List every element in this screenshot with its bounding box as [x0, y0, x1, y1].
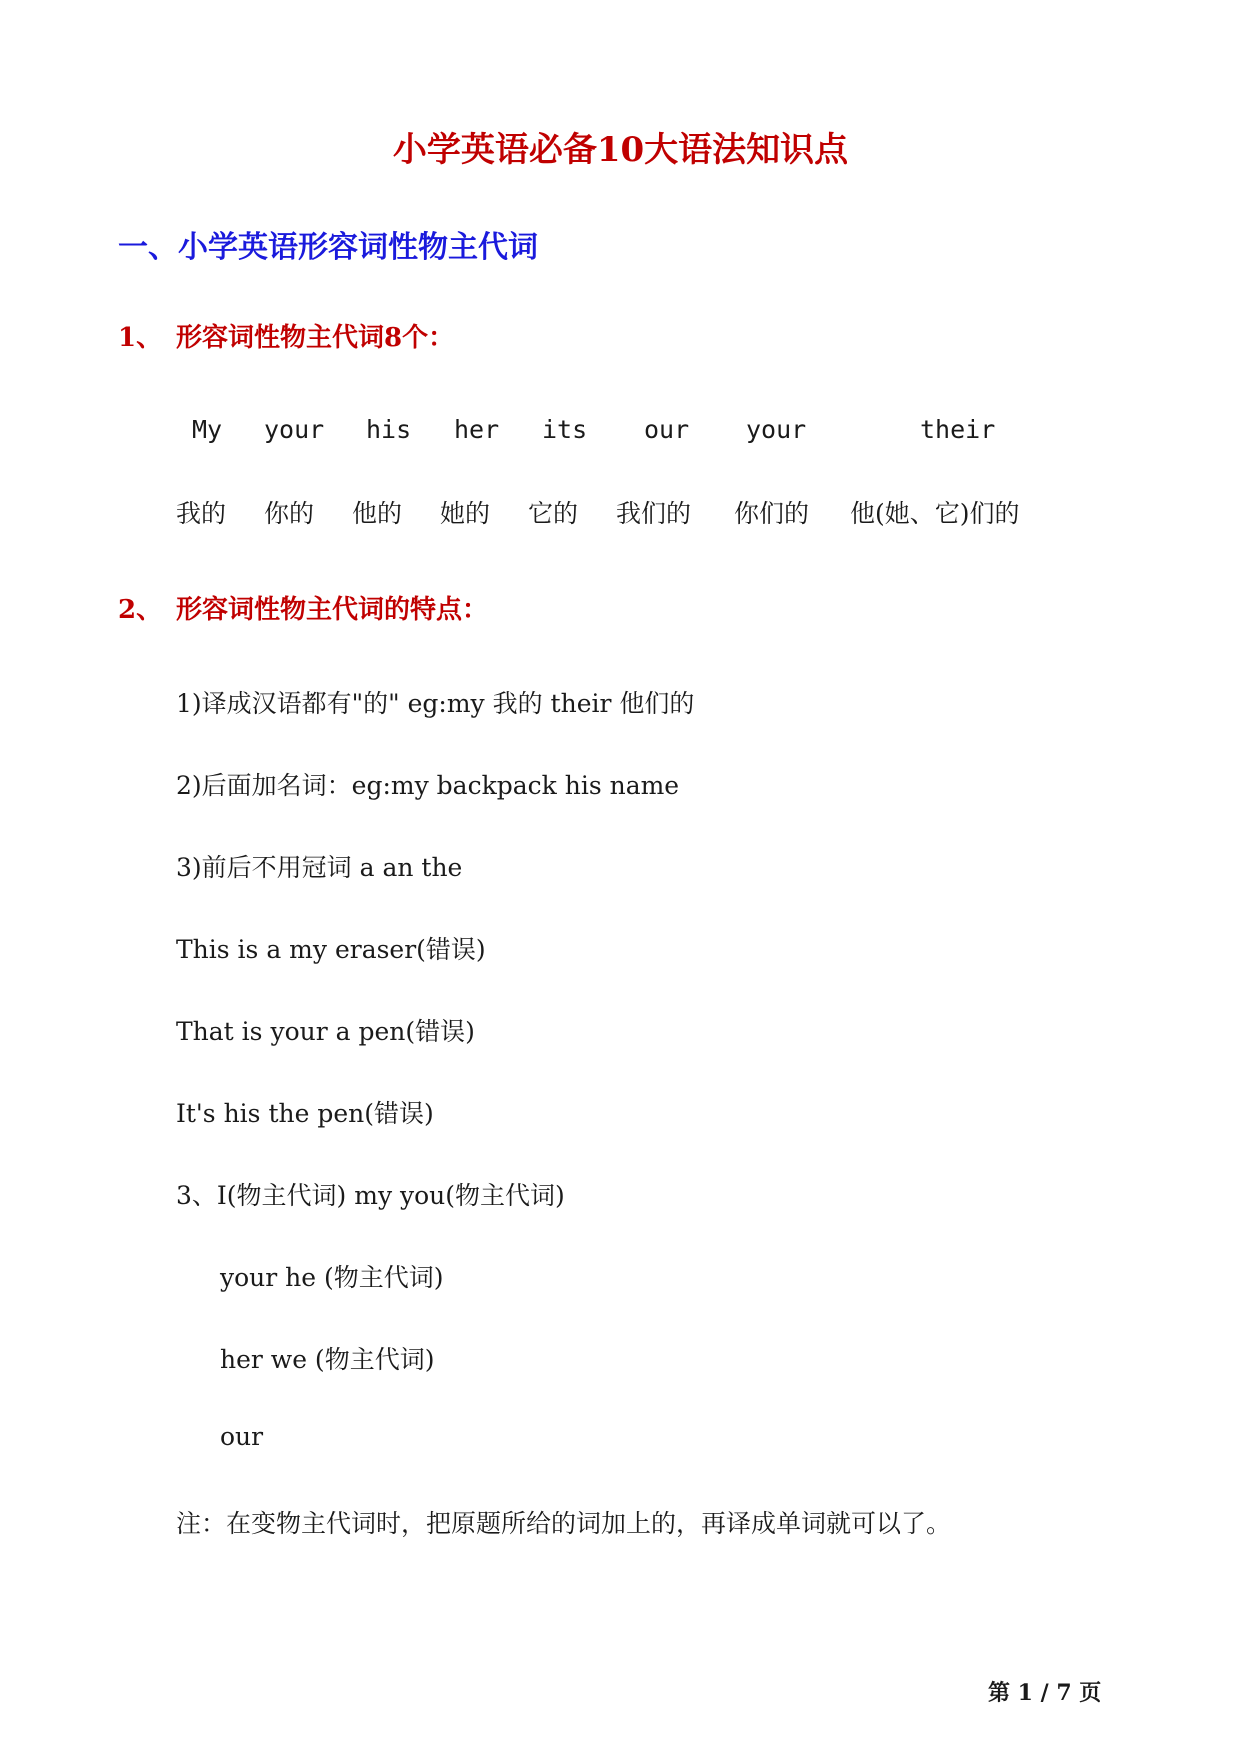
body-line: her we (物主代词): [220, 1345, 435, 1374]
body-line: 3、I(物主代词) my you(物主代词): [176, 1181, 565, 1210]
body-line: 2)后面加名词：eg:my backpack his name: [176, 771, 680, 800]
pronoun-zh: 我们的: [616, 499, 692, 528]
body-line: our: [220, 1422, 264, 1451]
body-line: 3)前后不用冠词 a an the: [176, 853, 463, 882]
pronoun-zh: 她的: [440, 499, 491, 528]
body-line: That is your a pen(错误): [176, 1017, 475, 1046]
body-line: 1)译成汉语都有"的" eg:my 我的 their 他们的: [176, 689, 695, 718]
pronoun-en: their: [920, 415, 996, 444]
pronoun-en: his: [366, 415, 412, 444]
body-line: This is a my eraser(错误): [176, 935, 486, 964]
subheading-text: 形容词性物主代词8个：: [176, 323, 455, 353]
subheading-number: 1、: [118, 323, 163, 353]
pronoun-en: our: [644, 415, 690, 444]
body-line: It's his the pen(错误): [176, 1099, 434, 1128]
pronoun-en: your: [264, 415, 325, 444]
page-number: 第 1 / 7 页: [988, 1680, 1102, 1706]
pronoun-zh: 他(她、它)们的: [850, 499, 1020, 528]
body-line: your he (物主代词): [220, 1263, 444, 1292]
pronoun-en: My: [192, 415, 223, 444]
document-title: 小学英语必备10大语法知识点: [392, 130, 849, 170]
pronoun-en: her: [454, 415, 500, 444]
subheading-number: 2、: [118, 595, 163, 625]
pronoun-zh: 他的: [352, 499, 403, 528]
pronoun-zh: 我的: [176, 499, 227, 528]
section-heading: 一、小学英语形容词性物主代词: [118, 230, 538, 265]
pronoun-en: its: [542, 415, 588, 444]
pronoun-zh: 你的: [264, 499, 315, 528]
subheading-text: 形容词性物主代词的特点：: [176, 595, 489, 625]
pronoun-zh: 它的: [528, 499, 579, 528]
note-line: 注：在变物主代词时，把原题所给的词加上的，再译成单词就可以了。: [176, 1509, 952, 1538]
pronoun-zh: 你们的: [734, 499, 810, 528]
pronoun-en: your: [746, 415, 807, 444]
